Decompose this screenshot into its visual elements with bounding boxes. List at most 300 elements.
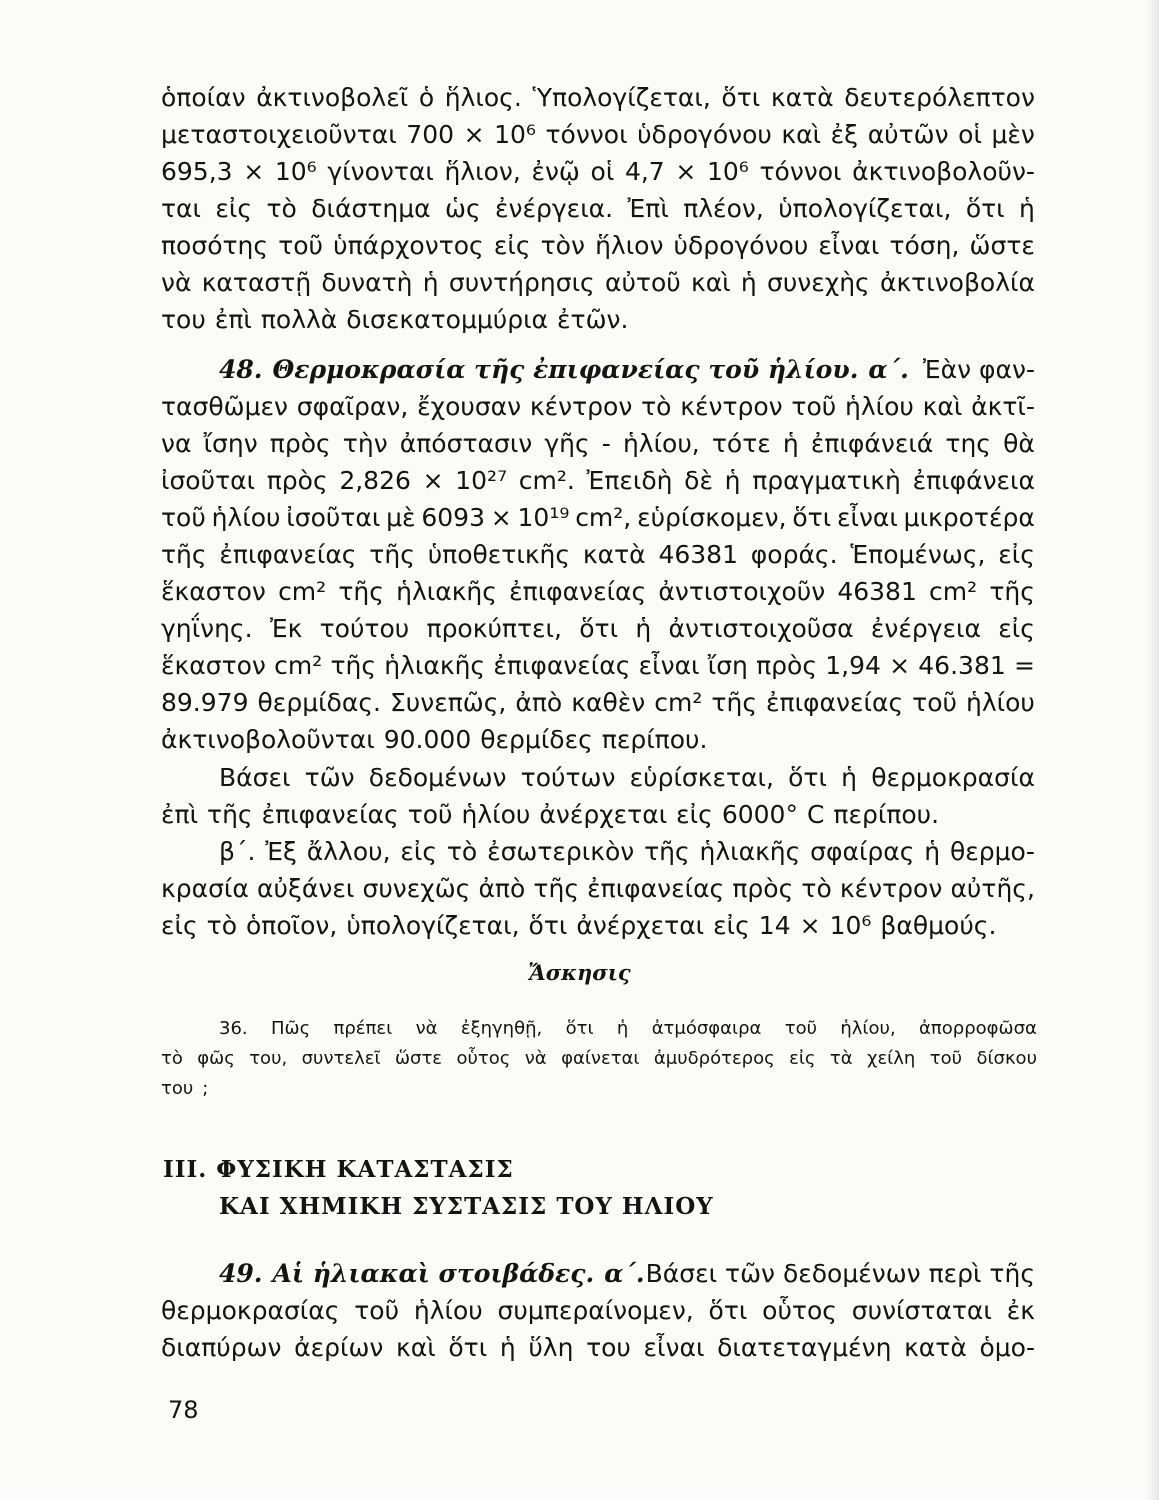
- word: -: [601, 429, 611, 458]
- word: ὁμο-: [979, 1333, 1035, 1362]
- word: συντήρησις: [448, 268, 595, 297]
- word: καθὲν: [571, 688, 646, 717]
- word: οἱ: [590, 157, 615, 186]
- word: κατὰ: [904, 1333, 967, 1362]
- word: εἰς: [493, 231, 531, 260]
- word: 2,826: [339, 466, 411, 495]
- word: τοῦ: [278, 231, 323, 260]
- word: Ἑπομένως,: [850, 540, 986, 569]
- word: τὸν: [540, 231, 585, 260]
- word: διάστημα: [311, 194, 431, 223]
- word: ἐπὶ: [161, 800, 199, 829]
- word: ἐπιφανείας: [766, 688, 904, 717]
- word: εἰς: [161, 911, 198, 940]
- word: ὅτι: [788, 763, 827, 792]
- word: κατὰ: [582, 540, 646, 569]
- word: ἄλλου,: [306, 837, 391, 866]
- word: νὰ: [415, 1018, 438, 1039]
- word: ἀκτινοβολία: [879, 268, 1035, 297]
- word: cm²: [278, 577, 327, 606]
- word: Συνεπῶς,: [389, 688, 507, 717]
- word: 36.: [219, 1018, 248, 1039]
- word: κέντρον: [839, 874, 943, 903]
- word: σφαῖραν,: [296, 392, 409, 421]
- word: ἀπόστασιν: [399, 429, 533, 458]
- word: τῆς: [207, 800, 253, 829]
- word: ἡ: [724, 466, 741, 495]
- word: ἡλίου: [211, 503, 281, 532]
- word: εἶναι: [643, 1333, 705, 1362]
- word: β΄.: [219, 837, 256, 866]
- word: ὥστε: [394, 1048, 443, 1069]
- word: συνεχῶς: [362, 874, 471, 903]
- word: διατεταγμένη: [717, 1333, 892, 1362]
- word: Βάσει: [219, 763, 291, 792]
- word: ὥστε: [969, 231, 1035, 260]
- chapter-title-line-2: ΚΑΙ ΧΗΜΙΚΗ ΣΥΣΤΑΣΙΣ ΤΟΥ ΗΛΙΟΥ: [219, 1193, 714, 1220]
- word: τῆς: [989, 577, 1035, 606]
- word: τοῦ: [912, 688, 957, 717]
- word: του: [161, 1078, 194, 1099]
- word: 10⁶: [829, 911, 872, 940]
- section-48-number: 48.: [219, 355, 263, 384]
- word: τῆς: [338, 577, 384, 606]
- word: πλέον,: [683, 194, 764, 223]
- word: νὰ: [161, 268, 192, 297]
- word: ποσότης: [161, 231, 269, 260]
- word: τότε: [711, 429, 771, 458]
- word: cm².: [518, 466, 575, 495]
- word: ἐπιφάνειά: [810, 429, 934, 458]
- word: 10²⁷: [455, 466, 508, 495]
- word: τῆς: [711, 688, 757, 717]
- word: καὶ: [781, 120, 822, 149]
- word: τῆς: [644, 837, 690, 866]
- word: τῶν: [304, 763, 355, 792]
- word: δὲ: [684, 466, 713, 495]
- word: ἐνῷ: [531, 157, 580, 186]
- text-line: [219, 834, 1035, 870]
- word: του,: [249, 1048, 288, 1069]
- word: τόννοι: [545, 120, 628, 149]
- word: ἡ: [422, 268, 439, 297]
- word: ἐπιφανείας: [493, 651, 631, 680]
- word: διαπύρων: [161, 1333, 282, 1362]
- word: πρὸς: [266, 466, 328, 495]
- word: ἀκτινοβολεῖ: [256, 83, 409, 112]
- word: ὅτι: [579, 614, 619, 643]
- word: εἰς: [676, 800, 713, 829]
- word: ἰσοῦται: [161, 466, 256, 495]
- word: ἡ: [740, 268, 757, 297]
- word: ἕκαστον: [161, 651, 266, 680]
- word: 10¹⁹: [517, 503, 570, 532]
- word: Ἐξ: [265, 837, 297, 866]
- word: θερμοκρασίας: [161, 1296, 340, 1325]
- word: ὅτι: [528, 911, 568, 940]
- word: τοῦ: [929, 1048, 963, 1069]
- word: τοῦ: [791, 392, 837, 421]
- word: της: [945, 429, 991, 458]
- word: τῆς: [330, 651, 377, 680]
- word: ἀντιστοιχοῦσα: [668, 614, 854, 643]
- page-edge-shadow: [1145, 0, 1159, 1500]
- section-48-title: Θερμοκρασία τῆς ἐπιφανείας τοῦ ἡλίου.: [272, 355, 859, 384]
- word: C: [806, 800, 825, 829]
- word: ὑπολογίζεται,: [346, 911, 520, 940]
- word: τόννοι: [759, 157, 842, 186]
- word: 46381: [837, 577, 917, 606]
- word: ἐτῶν.: [557, 305, 629, 334]
- word: ὅτι: [708, 1296, 748, 1325]
- word: Ἐπὶ: [627, 194, 669, 223]
- word: ὁποῖον,: [246, 911, 338, 940]
- word: ×: [490, 503, 512, 532]
- word: 4,7: [624, 157, 665, 186]
- word: τοῦ: [407, 800, 453, 829]
- word: οὗτος: [456, 1048, 511, 1069]
- word: 90.000: [383, 725, 472, 754]
- word: πρὸς: [732, 874, 794, 903]
- word: τὸ: [206, 911, 238, 940]
- text-line: [161, 537, 1035, 573]
- text-line: [161, 228, 1035, 264]
- word: καταστῇ: [201, 268, 312, 297]
- word: του: [586, 1333, 631, 1362]
- word: θερμίδες: [480, 725, 593, 754]
- word: σφαίρας: [810, 837, 915, 866]
- word: εἰς: [400, 837, 438, 866]
- word: εἰς: [998, 540, 1035, 569]
- word: ἐκ: [1006, 1296, 1035, 1325]
- word: ἀνέρχεται: [539, 800, 668, 829]
- word: ἔχουσαν: [417, 392, 522, 421]
- word: ται: [161, 194, 201, 223]
- word: ἐπιφανείας: [587, 874, 725, 903]
- word: ἀκτῖ-: [971, 392, 1035, 421]
- word: ἀπορροφῶσα: [919, 1018, 1037, 1039]
- word: ἡ: [782, 429, 799, 458]
- section-49-title: Αἱ ἡλιακαὶ στοιβάδες.: [272, 1259, 595, 1288]
- word: 6000°: [721, 800, 798, 829]
- word: τόση,: [889, 231, 960, 260]
- word: ὅτι: [448, 1333, 488, 1362]
- word: νὰ: [524, 1048, 547, 1069]
- word: ἡλιακῆς: [699, 837, 801, 866]
- word: καὶ: [690, 268, 731, 297]
- text-line: [161, 574, 1035, 610]
- word: δευτερόλεπτον: [844, 83, 1035, 112]
- word: θὰ: [1003, 429, 1035, 458]
- text-line: [161, 463, 1035, 499]
- word: ὕλη: [528, 1333, 574, 1362]
- word: ×: [422, 466, 444, 495]
- text-line: [161, 154, 1035, 190]
- word: ἐσωτερικὸν: [487, 837, 635, 866]
- word: ἡλίου: [461, 800, 531, 829]
- word: ἡλίου,: [622, 429, 700, 458]
- section-49-first-line: [219, 1256, 1035, 1292]
- word: ἥλιον,: [444, 157, 521, 186]
- word: ὑδρογόνου: [637, 120, 772, 149]
- word: =: [1013, 651, 1035, 680]
- word: 10⁶: [274, 157, 317, 186]
- word: cm²,: [575, 503, 632, 532]
- word: ἐπιφανείας: [219, 540, 357, 569]
- word: ἐνέργεια: [870, 614, 981, 643]
- word: αὐτῶν: [867, 120, 949, 149]
- word: μικροτέρα: [903, 503, 1035, 532]
- word: ἐξηγηθῇ,: [460, 1018, 543, 1039]
- word: συνεχὴς: [766, 268, 870, 297]
- word: τοῦ: [354, 1296, 400, 1325]
- word: μὲν: [991, 120, 1035, 149]
- chapter-title-line-1: III. ΦΥΣΙΚΗ ΚΑΤΑΣΤΑΣΙΣ: [163, 1156, 514, 1183]
- word: ὡς: [445, 194, 481, 223]
- word: προκύπτει,: [426, 614, 562, 643]
- text-line: [161, 648, 1035, 684]
- word: ὁ: [418, 83, 435, 112]
- word: αὐτῆς,: [950, 874, 1035, 903]
- text-line: [161, 1074, 1037, 1104]
- word: να: [161, 429, 192, 458]
- word: Ὑπολογίζεται,: [532, 83, 711, 112]
- text-line: [161, 1044, 1037, 1074]
- word: ἡ: [499, 1333, 516, 1362]
- exercise-heading: Ἄσκησις: [528, 960, 631, 985]
- word: Ἐκ: [269, 614, 303, 643]
- text-line: [161, 871, 1035, 907]
- word: γίνονται: [327, 157, 434, 186]
- word: ὑδρογόνου: [673, 231, 809, 260]
- text-line: [219, 760, 1035, 796]
- word: εἶναι: [836, 503, 898, 532]
- word: ἥλιος.: [444, 83, 522, 112]
- section-48-first-line-rest: Ἐὰν φαν-: [922, 355, 1035, 384]
- word: ἐπὶ: [214, 305, 252, 334]
- word: cm²: [929, 577, 978, 606]
- word: αὐτοῦ: [604, 268, 681, 297]
- word: 89.979: [161, 688, 249, 717]
- word: 6093: [421, 503, 485, 532]
- word: τοῦ: [161, 503, 206, 532]
- word: ἐπιφανείας: [261, 800, 399, 829]
- word: θερμο-: [949, 837, 1035, 866]
- word: κέντρον: [529, 392, 633, 421]
- word: φῶς: [197, 1048, 235, 1069]
- word: εὑρίσκομεν,: [637, 503, 787, 532]
- word: εἰς: [713, 911, 750, 940]
- word: ἴσην: [203, 429, 258, 458]
- word: μὲ: [386, 503, 416, 532]
- word: ἥλιον: [595, 231, 664, 260]
- word: θερμίδας.: [257, 688, 381, 717]
- text-line: [161, 908, 1035, 944]
- word: πολλὰ: [260, 305, 338, 334]
- word: τούτων: [520, 763, 616, 792]
- word: εἰς: [215, 194, 253, 223]
- word: ἀπὸ: [478, 874, 526, 903]
- word: ἐξ: [830, 120, 859, 149]
- word: ἡ: [635, 614, 652, 643]
- word: ἕκαστον: [161, 577, 266, 606]
- word: χείλη: [867, 1048, 916, 1069]
- word: πρὸς: [756, 651, 817, 680]
- section-49-first-line-rest: Βάσει τῶν δεδομένων περὶ τῆς: [645, 1259, 1035, 1288]
- word: ἴση: [707, 651, 748, 680]
- word: κέντρον: [680, 392, 783, 421]
- word: δυνατὴ: [321, 268, 413, 297]
- word: 695,3: [161, 157, 233, 186]
- word: κατὰ: [770, 83, 834, 112]
- word: του: [161, 305, 206, 334]
- word: βαθμούς.: [880, 911, 997, 940]
- word: ἀπὸ: [515, 688, 563, 717]
- word: καὶ: [396, 1333, 436, 1362]
- word: ἡλίου: [413, 1296, 483, 1325]
- word: περίπου.: [833, 800, 940, 829]
- word: ἀτμόσφαιρα: [651, 1018, 762, 1039]
- word: τὸ: [266, 194, 297, 223]
- page-number: 78: [168, 1396, 199, 1424]
- word: cm²: [274, 651, 323, 680]
- section-48-first-line: [219, 352, 1035, 388]
- word: ὑπάρχοντος: [333, 231, 484, 260]
- word: πρέπει: [333, 1018, 393, 1039]
- text-line: [161, 611, 1035, 647]
- text-line: [161, 797, 1035, 833]
- word: τῆς: [161, 540, 207, 569]
- section-48-part-a: α΄.: [868, 355, 909, 384]
- word: τὸ: [801, 874, 832, 903]
- section-49-number: 49.: [219, 1259, 263, 1288]
- word: ἀκτινοβολοῦν-: [852, 157, 1035, 186]
- text-line: [161, 191, 1035, 227]
- word: τούτου: [319, 614, 410, 643]
- text-line: [161, 1330, 1035, 1366]
- word: τῆς: [533, 874, 579, 903]
- word: τὸ: [446, 837, 478, 866]
- word: θερμοκρασία: [871, 763, 1035, 792]
- word: συμπεραίνομεν,: [497, 1296, 694, 1325]
- word: συνίσταται: [851, 1296, 992, 1325]
- word: ἡ: [841, 763, 857, 792]
- word: ὅτι: [792, 503, 832, 532]
- word: 10⁶: [706, 157, 749, 186]
- word: τοῦ: [784, 1018, 818, 1039]
- text-line: [161, 722, 1035, 758]
- word: τὰ: [829, 1048, 853, 1069]
- word: cm²: [654, 688, 703, 717]
- word: ἀμυδρότερος: [653, 1048, 775, 1069]
- word: εἶναι: [638, 651, 700, 680]
- word: φαίνεται: [561, 1048, 640, 1069]
- word: δισεκατομμύρια: [346, 305, 549, 334]
- word: ἐνέργεια.: [495, 194, 614, 223]
- word: συντελεῖ: [301, 1048, 381, 1069]
- word: ὅτι: [565, 1018, 594, 1039]
- word: ὅτι: [965, 194, 1005, 223]
- word: καὶ: [922, 392, 963, 421]
- text-line: [161, 1293, 1035, 1329]
- word: ἡλιακῆς: [396, 577, 497, 606]
- text-line: [161, 389, 1035, 425]
- word: ἐπιφάνεια: [912, 466, 1035, 495]
- word: ἀερίων: [294, 1333, 384, 1362]
- word: ἡλίου: [845, 392, 914, 421]
- word: πρὸς: [269, 429, 331, 458]
- word: 10⁶: [494, 120, 536, 149]
- word: αὐξάνει: [257, 874, 355, 903]
- word: ἐπιφανείας: [509, 577, 647, 606]
- word: εὑρίσκεται,: [629, 763, 774, 792]
- text-line: [161, 265, 1035, 301]
- word: πραγματικὴ: [752, 466, 901, 495]
- word: 700: [406, 120, 455, 149]
- word: οὗτος: [762, 1296, 837, 1325]
- word: 1,94: [825, 651, 881, 680]
- word: ἡ: [616, 1018, 629, 1039]
- word: 14: [758, 911, 791, 940]
- word: περίπου.: [601, 725, 708, 754]
- word: εἰς: [789, 1048, 816, 1069]
- word: ἡ: [1019, 194, 1035, 223]
- word: ×: [675, 157, 697, 186]
- word: ×: [463, 120, 485, 149]
- word: ἀκτινοβολοῦνται: [161, 725, 375, 754]
- word: δεδομένων: [368, 763, 507, 792]
- word: δίσκου: [976, 1048, 1037, 1069]
- word: τῆς: [369, 540, 415, 569]
- text-line: [161, 685, 1035, 721]
- word: 46.381: [918, 651, 1006, 680]
- word: ×: [799, 911, 821, 940]
- word: 46381: [658, 540, 738, 569]
- section-49-part-a: α΄.: [604, 1259, 645, 1288]
- word: ×: [889, 651, 911, 680]
- text-line: [219, 1014, 1037, 1044]
- word: γῆς: [544, 429, 590, 458]
- word: ἡλίου,: [840, 1018, 896, 1039]
- word: ὑπολογίζεται,: [778, 194, 952, 223]
- word: Πῶς: [271, 1018, 311, 1039]
- word: κρασία: [161, 874, 249, 903]
- word: μεταστοιχειοῦνται: [161, 120, 397, 149]
- text-line: [161, 500, 1035, 536]
- word: ὑποθετικῆς: [427, 540, 571, 569]
- text-line: [161, 80, 1035, 116]
- text-line: [161, 117, 1035, 153]
- word: εἰς: [998, 614, 1035, 643]
- word: ἡλίου: [966, 688, 1035, 717]
- word: ὅτι: [721, 83, 761, 112]
- word: ἡλιακῆς: [384, 651, 486, 680]
- word: τασθῶμεν: [161, 392, 288, 421]
- word: ἀνέρχεται: [576, 911, 705, 940]
- text-line: [161, 426, 1035, 462]
- word: Ἐπειδὴ: [586, 466, 673, 495]
- word: γηΐνης.: [161, 614, 253, 643]
- word: τὴν: [342, 429, 388, 458]
- word: οἱ: [958, 120, 982, 149]
- text-line: [161, 302, 1035, 338]
- word: ἡ: [924, 837, 941, 866]
- word: ἰσοῦται: [286, 503, 381, 532]
- word: ×: [243, 157, 265, 186]
- word: φοράς.: [750, 540, 838, 569]
- word: τὸ: [161, 1048, 183, 1069]
- word: ;: [202, 1078, 209, 1099]
